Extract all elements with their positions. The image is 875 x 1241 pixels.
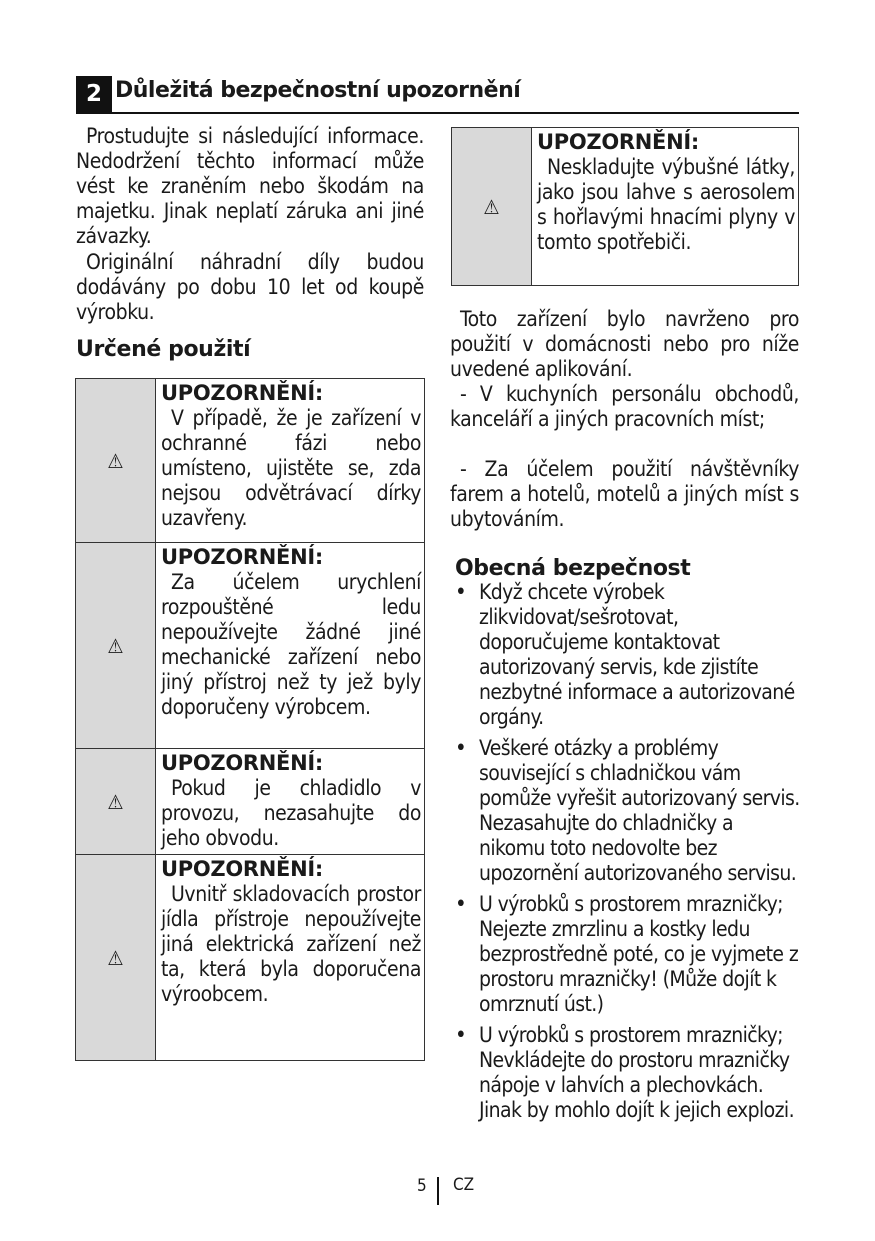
warning-title: UPOZORNĚNÍ: <box>161 545 323 569</box>
intended-use-heading: Určené použití <box>76 337 251 362</box>
warning-triangle-icon: ⚠ <box>76 379 156 543</box>
list-item: • U výrobků s prostorem mrazničky; Nejezte zmrzlinu a kostky ledu bezprostředně poté, co je vyjmete z prostoru mrazničky! (Může dojít k omrznutí úst.) <box>452 892 802 1017</box>
design-paragraph-1: Toto zařízení bylo navrženo pro použití v domácnosti nebo pro níže uvedené aplikování. <box>450 307 799 381</box>
general-safety-heading: Obecná bezpečnost <box>455 556 691 581</box>
warning-triangle-icon: ⚠ <box>76 855 156 1061</box>
warning-title: UPOZORNĚNÍ: <box>537 130 699 154</box>
list-item: • U výrobků s prostorem mrazničky; Nevkládejte do prostoru mrazničky nápoje v lahvích a plechovkách. Jinak by mohlo dojít k jejich explozi. <box>452 1023 802 1123</box>
design-paragraph-3: - Za účelem použití návštěvníky farem a hotelů, motelů a jiných míst s ubytováním. <box>450 457 799 531</box>
warning-title: UPOZORNĚNÍ: <box>161 381 323 405</box>
general-safety-list <box>452 580 802 1129</box>
section-number: 2 <box>76 76 112 112</box>
warning-text: Za účelem urychlení rozpouštěné ledu nepoužívejte žádné jiné mechanické zařízení nebo jiný přístroj než ty jež byly doporučeny výrobcem. <box>161 570 421 719</box>
warning-row <box>76 543 425 749</box>
warning-title: UPOZORNĚNÍ: <box>161 751 323 775</box>
warning-row <box>76 855 425 1061</box>
language-code: CZ <box>453 1175 475 1195</box>
right-warning-box <box>451 127 799 286</box>
section-title: Důležitá bezpečnostní upozornění <box>115 78 521 103</box>
warning-row <box>452 128 799 286</box>
design-paragraph-2: - V kuchyních personálu obchodů, kanceláří a jiných pracovních míst; <box>450 382 799 431</box>
warning-text: Uvnitř skladovacích prostor jídla přístroje nepoužívejte jiná elektrická zařízení než ta, která byla doporučena výroobcem. <box>161 882 421 1006</box>
warning-text: Neskladujte výbušné látky, jako jsou lahve s aerosolem s hořlavými hnacími plyny v tomto spotřebiči. <box>537 155 795 254</box>
warning-triangle-icon: ⚠ <box>452 128 532 286</box>
warning-text: V případě, že je zařízení v ochranné fázi nebo umísteno, ujistěte se, zda nejsou odvětrávací dírky uzavřeny. <box>161 406 421 530</box>
intended-use-warnings <box>75 378 425 1061</box>
warning-row <box>76 749 425 855</box>
list-item: • Veškeré otázky a problémy související s chladničkou vám pomůže vyřešit autorizovaný servis. Nezasahujte do chladničky a nikomu toto nedovolte bez upozornění autorizovaného servisu. <box>452 736 802 886</box>
section-header <box>76 76 799 114</box>
warning-title: UPOZORNĚNÍ: <box>161 857 323 881</box>
intro-paragraph-2: Originální náhradní díly budou dodávány po dobu 10 let od koupě výrobku. <box>76 250 424 324</box>
warning-row <box>76 379 425 543</box>
footer-divider <box>437 1177 439 1205</box>
warning-triangle-icon: ⚠ <box>76 543 156 749</box>
warning-text: Pokud je chladidlo v provozu, nezasahujte do jeho obvodu. <box>161 776 421 850</box>
list-item: • Když chcete výrobek zlikvidovat/sešrotovat, doporučujeme kontaktovat autorizovaný servis, kde zjistíte nezbytné informace a autorizované orgány. <box>452 580 802 730</box>
page-number: 5 <box>417 1176 427 1196</box>
warning-triangle-icon: ⚠ <box>76 749 156 855</box>
intro-paragraph-1: Prostudujte si následující informace. Nedodržení těchto informací může vést ke zraněním nebo škodám na majetku. Jinak neplatí záruka ani jiné závazky. <box>76 124 424 248</box>
